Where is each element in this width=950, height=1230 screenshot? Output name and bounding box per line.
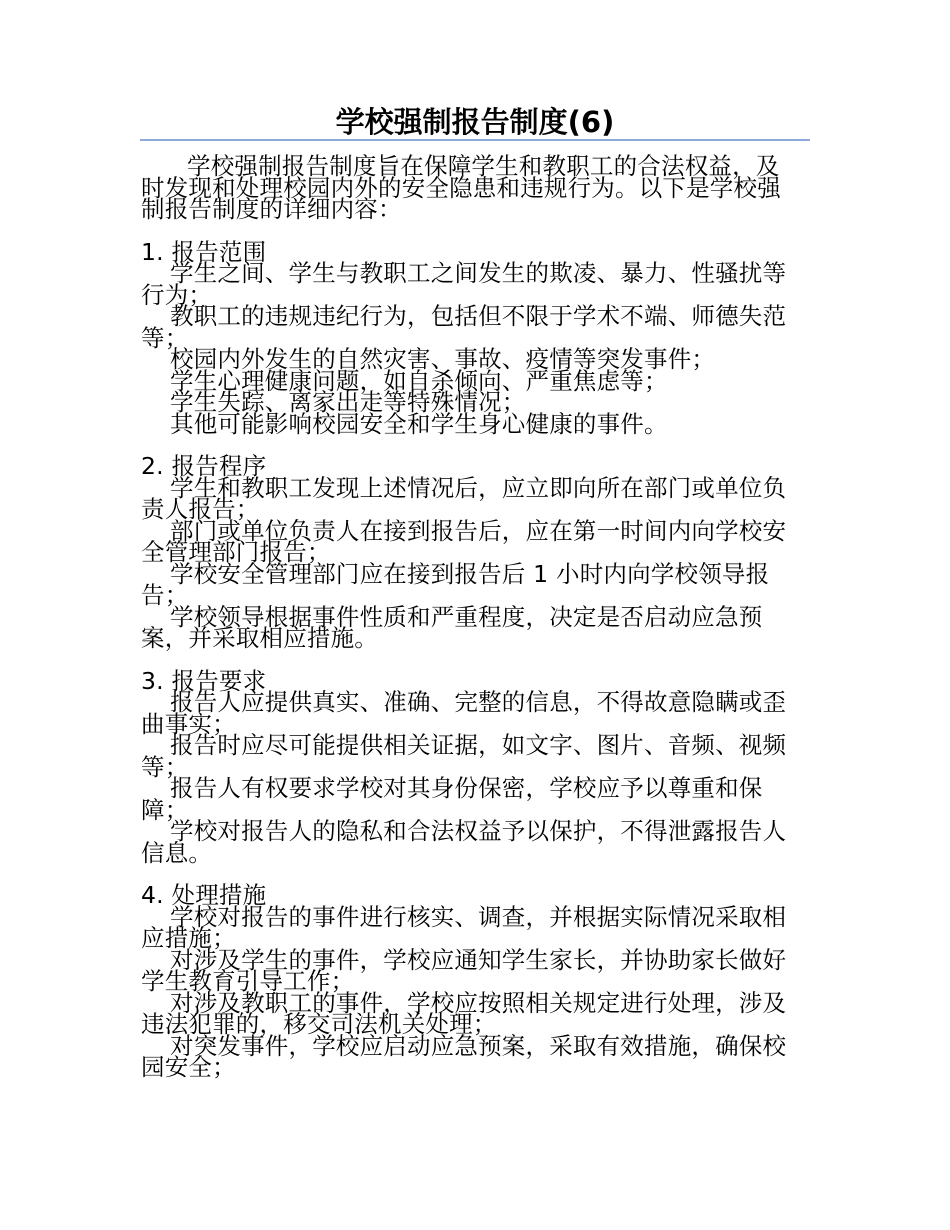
section-heading: 3. 报告要求 (141, 666, 267, 695)
list-item: 对涉及教职工的事件，学校应按照相关规定进行处理，涉及违法犯罪的，移交司法机关处理； (141, 988, 787, 1038)
section-report-requirements (141, 666, 791, 867)
section-handling-measures (141, 881, 791, 1081)
title-underline (140, 139, 810, 141)
list-item: 对突发事件，学校应启动应急预案，采取有效措施，确保校园安全； (141, 1031, 787, 1081)
intro-paragraph: 学校强制报告制度旨在保障学生和教职工的合法权益，及时发现和处理校园内外的安全隐患和违规行为。以下是学校强制报告制度的详细内容： (141, 152, 781, 223)
list-item: 学校对报告的事件进行核实、调查，并根据实际情况采取相应措施； (141, 902, 787, 952)
section-report-scope (141, 237, 791, 438)
list-item: 对涉及学生的事件，学校应通知学生家长，并协助家长做好学生教育引导工作； (141, 945, 787, 995)
list-item: 学生之间、学生与教职工之间发生的欺凌、暴力、性骚扰等行为； (141, 259, 787, 309)
list-item: 报告人有权要求学校对其身份保密，学校应予以尊重和保障； (141, 774, 763, 824)
section-report-procedure (141, 452, 791, 652)
list-item: 学校对报告人的隐私和合法权益予以保护，不得泄露报告人信息。 (141, 817, 787, 867)
list-item: 报告时应尽可能提供相关证据，如文字、图片、音频、视频等； (141, 731, 787, 781)
list-item: 学生心理健康问题，如自杀倾向、严重焦虑等； (170, 366, 668, 395)
document-body (141, 152, 791, 1081)
section-heading: 4. 处理措施 (141, 881, 267, 909)
section-heading: 2. 报告程序 (141, 452, 267, 480)
section-heading: 1. 报告范围 (141, 237, 267, 266)
document-title: 学校强制报告制度(6) (335, 105, 615, 139)
list-item: 学校领导根据事件性质和严重程度，决定是否启动应急预案，并采取相应措施。 (141, 602, 763, 652)
list-item: 学校安全管理部门应在接到报告后 1 小时内向学校领导报告； (141, 559, 770, 609)
list-item: 部门或单位负责人在接到报告后，应在第一时间内向学校安全管理部门报告； (141, 516, 787, 566)
list-item: 学生和教职工发现上述情况后，应立即向所在部门或单位负责人报告； (141, 473, 787, 523)
list-item: 学生失踪、离家出走等特殊情况； (170, 388, 526, 416)
list-item: 校园内外发生的自然灾害、事故、疫情等突发事件； (170, 345, 716, 373)
list-item: 教职工的违规违纪行为，包括但不限于学术不端、师德失范等； (141, 302, 787, 352)
list-item: 报告人应提供真实、准确、完整的信息，不得故意隐瞒或歪曲事实； (141, 688, 787, 738)
list-item: 其他可能影响校园安全和学生身心健康的事件。 (170, 409, 668, 438)
